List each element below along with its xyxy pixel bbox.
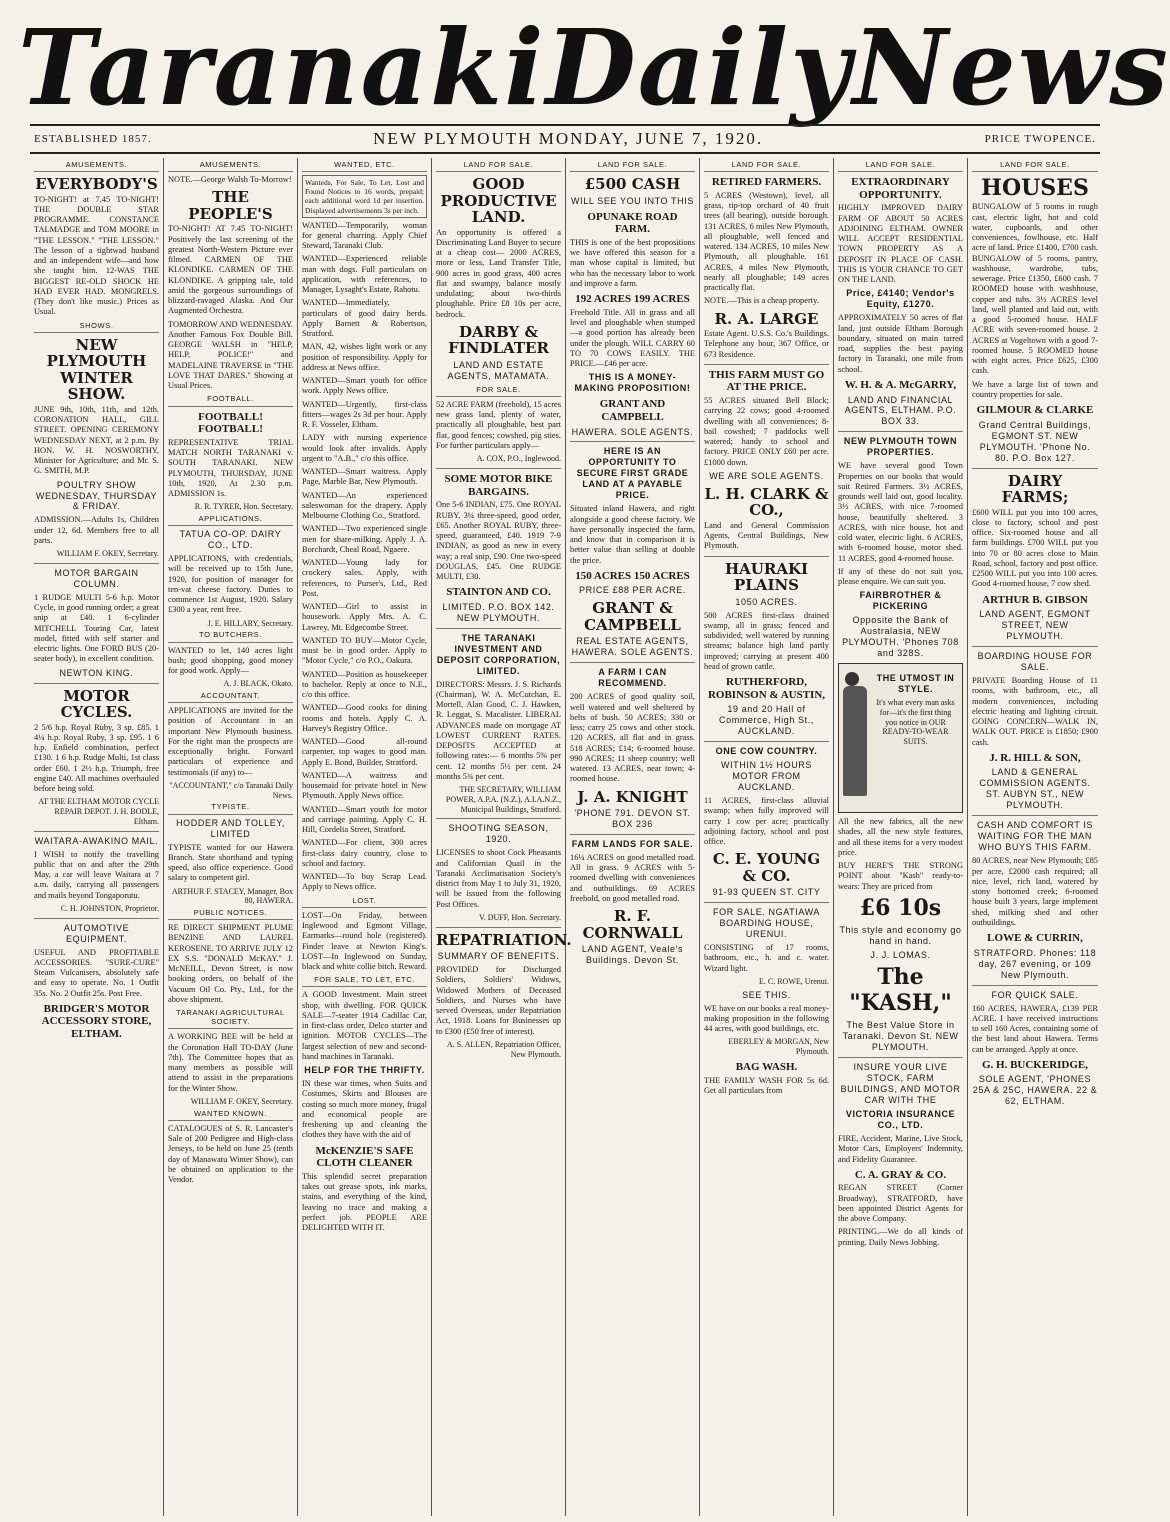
section-heading: ACCOUNTANT. — [168, 691, 293, 703]
classified-ad: WANTED—Girl to assist in housework. Apply Mrs. A. C. Lawrey, Mt. Edgecombe Street. — [302, 602, 427, 632]
section-heading: AMUSEMENTS. — [168, 160, 293, 172]
ad-title: TATUA CO-OP. DAIRY CO., LTD. — [179, 529, 282, 551]
ad-note: We have a large list of town and country properties for sale. — [972, 379, 1098, 399]
ad-subtitle: LAND AGENT, EGMONT STREET, NEW PLYMOUTH. — [979, 609, 1091, 642]
section-heading: LOST. — [302, 896, 427, 908]
ad-title: L. H. CLARK & CO., — [704, 484, 829, 520]
section-heading: LAND FOR SALE. — [838, 160, 963, 172]
ad-title: CASH AND COMFORT IS WAITING FOR THE MAN WHO BUYS THIS FARM. — [976, 820, 1094, 853]
column-7 — [834, 158, 968, 1516]
ad-body: 5 ACRES (Westown), level, all grass, tip-top orchard of 40 fruit trees (all bearing), outside borough. 131 ACRES, 6 miles New Plymouth, all ploughable, well fenced and watered. 134 ACRES, 10 miles New Plymouth, all ploughable. 161 ACRES, 4 miles New Plymouth, nearly all ploughable; 149 acres practically flat. — [704, 190, 829, 293]
ad-title: MOTOR CYCLES. — [60, 686, 133, 722]
ad-body: WE have on our books a real money-making proposition in the following 44 acres, with good buildings, etc. — [704, 1003, 829, 1034]
ad-title: THE UTMOST IN STYLE. — [876, 673, 955, 695]
column-1 — [30, 158, 164, 1516]
ad-title: NEW PLYMOUTH WINTER SHOW. — [46, 335, 147, 404]
ad-body: A WORKING BEE will be held at the Coronation Hall TO-DAY (June 7th). The Committee hopes that as many members as possible will attend to assist in the preparations for the Winter Show. — [168, 1032, 293, 1093]
column-2 — [164, 158, 298, 1516]
section-heading: LAND FOR SALE. — [436, 160, 561, 172]
ad-body: PRIVATE Boarding House of 11 rooms, with bathroom, etc., all modern conveniences, including electric heating and lighting circuit. GOING CONCERN—WALK IN, WALK OUT. PRICE is £1850; £900 cash. — [972, 676, 1098, 747]
ad-body: TOMORROW AND WEDNESDAY. Another Famous Fox Double Bill. GEORGE WALSH in "HELP, HELP, POLICE!" and MADELAINE TRAVERSE in "THE LOVE THAT DARES." Showing at Usual Prices. — [168, 319, 293, 391]
section-heading: AMUSEMENTS. — [34, 160, 159, 172]
ad-title: DAIRY FARMS; — [1001, 471, 1069, 507]
ad-subtitle: HAWERA. SOLE AGENTS. — [571, 426, 694, 437]
ad-body: I WISH to notify the travelling public that on and after the 29th May, a car will leave Waitara at 7 a.m. daily, carrying all passengers and mails beyond Tongaporutu. — [34, 849, 159, 900]
ad-signature: V. DUFF, Hon. Secretary. — [478, 912, 561, 922]
ad-title: R. F. CORNWALL — [582, 907, 683, 942]
ad-body: It's what every man asks for—it's the first thing you notice in OUR READY-TO-WEAR SUITS. — [876, 698, 955, 747]
section-heading: WANTED KNOWN. — [168, 1109, 293, 1121]
ad-body: BUNGALOW of 5 rooms in rough cast, electric light, hot and cold water, cupboards, and other conveniences, fowlhouse, etc. Half acre of land. Price £1400, £700 cash. BUNGALOW of 5 rooms, pantry, washhouse, wardrobe, tubs, sewerage. Price £1350, £600 cash. 7 ROOMED house with washhouse, copper and tubs. 3½ ACRES level land, well planted and laid out, with a good 5-roomed house. HALF ACRE with seven-roomed house. 2 ACRES at Vogeltown with a good 7-roomed house. 5 ROOMED house with eight acres. Price £625, £300 cash. — [972, 202, 1098, 376]
divider — [838, 1057, 963, 1058]
ad-body: WANTED to let, 140 acres light bush; good shopping, good money for good work. Apply— — [168, 645, 293, 676]
ad-signature: THE SECRETARY, WILLIAM POWER, A.P.A. (N.Z.), A.I.A.N.Z., Municipal Buildings, Stratford. — [445, 785, 561, 814]
ad-subtitle: LAND AGENT, Veale's Buildings. Devon St. — [581, 944, 684, 966]
ad-body: 55 ACRES situated Bell Block; carrying 22 cows; good 4-roomed dwelling with all conveniences; 8-bail cowshed; 7 paddocks well watered; handy to school and factory. PRICE ONLY £60 per acre. £1000 down. — [704, 396, 829, 467]
ad-title: INSURE YOUR LIVE STOCK, FARM BUILDINGS, AND MOTOR CAR WITH THE — [840, 1062, 961, 1106]
ad-signature: AT THE ELTHAM MOTOR CYCLE REPAIR DEPOT. J. H. BODLE, Eltham. — [38, 797, 159, 826]
section-heading: FOR SALE. — [436, 385, 561, 397]
ad-signature: C. H. JOHNSTON, Proprietor. — [60, 903, 159, 913]
ad-title: HAURAKI PLAINS — [724, 559, 809, 595]
section-heading: TO BUTCHERS. — [168, 630, 293, 642]
ad-subtitle: LAND & GENERAL COMMISSION AGENTS. ST. AUBYN ST., NEW PLYMOUTH. — [979, 767, 1091, 811]
ad-body: REPRESENTATIVE TRIAL MATCH NORTH TARANAKI v. SOUTH TARANAKI. NEW PLYMOUTH, THURSDAY, JUNE 10th, 1920, At 2.30 p.m. ADMISSION 1s. — [168, 437, 293, 499]
ad-signature: J. E. HILLARY, Secretary. — [207, 618, 293, 628]
ad-title: EXTRAORDINARY OPPORTUNITY. — [851, 176, 950, 201]
ad-subtitle: Land and General Commission Agents, Central Buildings, New Plymouth. — [704, 520, 829, 551]
section-heading: TARANAKI AGRICULTURAL SOCIETY. — [168, 1008, 293, 1029]
ad-title: C. E. YOUNG & CO. — [712, 850, 821, 885]
ad-body: 1 RUDGE MULTI 5-6 h.p. Motor Cycle, in good running order; a great snip at £40. 1 6-cylinder MITCHELL Touring Car, latest model, fitted with self starter and electric lights. One FORD BUS (20-seater body), in excellent condition. — [34, 592, 159, 664]
ad-body: FIRE, Accident, Marine, Live Stock, Motor Cars, Employers' Indemnity, and Fidelity Guarantee. — [838, 1134, 963, 1164]
section-heading: FOR SALE, TO LET, ETC. — [302, 975, 427, 987]
ad-body: IN these war times, when Suits and Costumes, Skirts and Blouses are costing so much more money, frugal and economical people are freshening up and cleaning the clothes they have with the aid of — [302, 1079, 427, 1140]
classified-ad: WANTED—Position as housekeeper to bachelor. Reply at once to N.E., c/o this office. — [302, 669, 427, 700]
masthead — [18, 6, 1170, 129]
ad-title: FOR QUICK SALE. — [991, 989, 1079, 1000]
classified-ad: WANTED—Good all-round carpenter, top wages to good man. Apply E. Bond, Builder, Stratford. — [302, 737, 427, 767]
ad-title: THE PEOPLE'S — [188, 188, 273, 223]
ad-body: LICENSES to shoot Cock Pheasants and Californian Quail in the Taranaki Acclimatisation Society's district from May 1 to July 31, 1920, will be issued from the following Post Offices. — [436, 848, 561, 909]
ad-body: CATALOGUES of S. R. Lancaster's Sale of 200 Pedigree and High-class Jerseys, to be held on June 25 (tenth day of Manawatu Winter Show), can be obtained on application to the Vendor. — [168, 1123, 293, 1185]
classified-ad: WANTED—A waitress and housemaid for private hotel in New Plymouth. Apply News office. — [302, 770, 427, 801]
ad-signature: E. C. ROWE, Urenui. — [759, 976, 829, 986]
ad-note: WE ARE SOLE AGENTS. — [709, 470, 824, 481]
ad-body: HIGHLY IMPROVED DAIRY FARM OF ABOUT 50 ACRES ADJOINING ELTHAM. OWNER WILL ACCEPT RESIDENTIAL TOWN PROPERTY AS A DEPOSIT IN PLACE OF CASH. THIS IS YOUR CHANCE TO GET ON THE LAND. — [838, 203, 963, 285]
ad-body: THIS is one of the best propositions we have offered this season for a man whose capital is limited, but who has the necessary labor to work and improve a farm. — [570, 237, 695, 288]
ad-subtitle: Grand Central Buildings, EGMONT ST. NEW PLYMOUTH. 'Phone No. 80. P.O. Box 127. — [978, 419, 1092, 463]
ad-title: FOR SALE. NGATIAWA BOARDING HOUSE, URENUI. — [713, 907, 820, 940]
section-heading: LAND FOR SALE. — [972, 160, 1098, 172]
ad-title: VICTORIA INSURANCE CO., LTD. — [845, 1109, 956, 1131]
ad-signature: BRIDGER'S MOTOR ACCESSORY STORE, ELTHAM. — [41, 1002, 152, 1041]
classified-ad: WANTED—Smart youth for office work. Apply News office. — [302, 376, 427, 396]
divider — [436, 628, 561, 629]
figure-head-shape — [845, 672, 859, 686]
ad-body: CONSISTING of 17 rooms, bathroom, etc., h. and c. water. Wizard light. — [704, 943, 829, 973]
divider — [972, 985, 1098, 986]
classified-ad: WANTED TO BUY—Motor Cycle, must be in good order. Apply to "Motor Cycle," c/o P.O., Oakura. — [302, 635, 427, 666]
ad-body: RE DIRECT SHIPMENT PLUME BENZINE AND LAUREL KEROSENE. TO ARRIVE JULY 12 EX S.S. "DONALD McKAY." J. McNEILL, Devon Street, is now booking orders, on behalf of the Vacuum Oil Co. Pty., Ltd., for the above shipment. — [168, 923, 293, 1004]
divider — [972, 468, 1098, 469]
ad-subtitle: 91-93 QUEEN ST. CITY — [712, 887, 821, 898]
ad-subtitle: LAND AND ESTATE AGENTS, MATAMATA. — [447, 359, 550, 381]
classified-ad: WANTED—Temporarily, woman for general charring. Apply Chief Steward, Taranaki Club. — [302, 220, 427, 251]
divider — [704, 364, 829, 365]
column-8 — [968, 158, 1102, 1516]
classified-ad: WANTED—Young lady for crockery sales. Apply, with references, to Purser's, Ltd., Red Post. — [302, 558, 427, 598]
column-6 — [700, 158, 834, 1516]
ad-title: SEE THIS. — [742, 989, 791, 1000]
ad-body: Freehold Title. All in grass and all level and ploughable when stumped—a good portion has already been under the plough. WILL CARRY 60 TO 70 COWS EASILY. THE PRICE.—£46 per acre. — [570, 307, 695, 369]
divider — [34, 831, 159, 832]
ad-signature: A. J. BLACK, Okato. — [223, 679, 293, 689]
section-heading: LAND FOR SALE. — [704, 160, 829, 172]
ad-body: BUY HERE'S THE STRONG POINT about "Kash" ready-to-wears: They are priced from — [838, 861, 963, 891]
rates-notice: Wanteds, For Sale, To Let, Lost and Found Notices to 16 words, prepaid; each additional word 1d per insertion. Displayed advertisements 3s per inch. — [302, 175, 427, 218]
wanted-ads-list — [302, 221, 427, 893]
ad-title: McKENZIE'S SAFE CLOTH CLEANER — [315, 1144, 414, 1170]
ad-body: Situated inland Hawera, and right alongside a good cheese factory. We have personally inspected the farm, and know that in comparison it is better value than selling at double the price. — [570, 504, 695, 565]
ad-title: HERE IS AN OPPORTUNITY TO SECURE FIRST GRADE LAND AT A PAYABLE PRICE. — [576, 446, 689, 501]
section-heading: FOOTBALL. — [168, 394, 293, 406]
price-label: £6 10s — [859, 894, 942, 921]
ad-subtitle: Estate Agent. U.S.S. Co.'s Buildings. Telephone any hour, 367 Office, or 673 Residence. — [704, 329, 829, 359]
ad-note: NOTE.—This is a cheap property. — [704, 296, 819, 306]
column-5 — [566, 158, 700, 1516]
ad-title: C. A. GRAY & CO. — [854, 1168, 947, 1181]
ad-body: TYPISTE wanted for our Hawera Branch. State shorthand and typing speed, also office experience. Good salary to competent girl. — [168, 842, 293, 883]
price-label: PRICE £88 PER ACRE. — [579, 585, 686, 596]
ad-title: NEW PLYMOUTH TOWN PROPERTIES. — [843, 436, 958, 458]
classified-ad: WANTED—Immediately, particulars of good dairy herds. Apply Barnett & Robertson, Stratford. — [302, 298, 427, 339]
ad-signature: R. R. TYRER, Hon. Secretary. — [194, 502, 293, 512]
classified-ad: WANTED—Smart youth for motor and carriage painting. Apply C. H. Hill, Cordelia Street, Stratford. — [302, 804, 427, 835]
ad-title: FOOTBALL! FOOTBALL! — [198, 410, 263, 436]
ad-title: W. H. & A. McGARRY, — [844, 378, 957, 391]
classified-ad: LADY with nursing experience would look after invalids. Apply urgent to "A.B.," c/o this office. — [302, 433, 427, 463]
ad-title: RETIRED FARMERS. — [711, 176, 822, 189]
ad-title: BOARDING HOUSE FOR SALE. — [977, 651, 1093, 673]
divider — [972, 646, 1098, 647]
masthead-word-2: Daily — [545, 6, 853, 129]
ad-title: WAITARA-AWAKINO MAIL. — [34, 835, 159, 846]
ad-title: R. A. LARGE — [714, 309, 819, 328]
ad-body: TO-NIGHT! at 7.45 TO-NIGHT! THE DOUBLE STAR PROGRAMME. CONSTANCE TALMADGE and TOM MOORE in "THE LESSON." "THE LESSON." The lesson of a tightwad husband and an independent wife—and how she taught him. 12-WAS THE BIGGEST RE-OLD SHOCK HE HAD EVER HAD. MONGRELS. (They don't like music.) Prices as Usual. — [34, 194, 159, 317]
ad-title: The "KASH," — [849, 963, 952, 1017]
ad-title: MOTOR BARGAIN COLUMN. — [54, 567, 139, 589]
ad-subtitle: POULTRY SHOW WEDNESDAY, THURSDAY & FRIDAY. — [35, 479, 158, 512]
classified-ad: WANTED—An experienced saleswoman for the drapery. Apply Melbourne Clothing Co., Stratford. — [302, 490, 427, 521]
ad-body: 16¼ ACRES on good metalled road. All in grass. 9 ACRES with 5-roomed dwelling with conveniences and outbuildings. 69 ACRES freehold, on good metalled road. — [570, 852, 695, 903]
divider — [704, 902, 829, 903]
ad-title: HODDER AND TOLLEY, LIMITED — [176, 817, 285, 839]
ad-subtitle: The Best Value Store in Taranaki. Devon St. NEW PLYMOUTH. — [842, 1020, 959, 1053]
ad-body: 500 ACRES first-class drained swamp, all in grass; fenced and subdivided; well watered by running streams; balance high land partly improved; carrying at present 400 head of grown cattle. — [704, 610, 829, 671]
ad-title: J. R. HILL & SON, — [989, 751, 1081, 764]
ad-signature: WILLIAM F. OKEY, Secretary. — [190, 1096, 293, 1106]
ad-title: THE TARANAKI INVESTMENT AND DEPOSIT CORPORATION, LIMITED. — [436, 632, 561, 676]
ad-signature: A. S. ALLEN, Repatriation Officer, New Plymouth. — [446, 1039, 561, 1059]
ad-body: DIRECTORS: Messrs. J. S. Richards (Chairman), W. A. McCutchan, E. Mortell, Alan Good, C. J. Hawken, R. Leggat, S. Macalister. LIBERAL ADVANCES made on mortgage AT LOWEST CURRENT RATES. DEPOSITS ACCEPTED at following rates:— 6 months 5% per cent. 12 months 5½ per cent. 24 months 5¾ per cent. — [436, 679, 561, 781]
acreage-label: 192 ACRES 199 ACRES — [575, 293, 690, 306]
style-ad-text — [873, 670, 958, 747]
ad-subtitle: SUMMARY OF BENEFITS. — [437, 951, 560, 962]
clothing-illustration — [838, 663, 963, 813]
ad-body: 11 ACRES, first-class alluvial swamp; when fully improved will carry 1 cow per acre; practically adjoining factory, school and post office. — [704, 796, 829, 847]
column-4 — [432, 158, 572, 1516]
ad-subtitle: WILL SEE YOU INTO THIS — [571, 195, 694, 206]
ad-signature: NEWTON KING. — [59, 667, 134, 678]
ad-title: HOUSES — [981, 175, 1089, 202]
ad-body: WE have several good Town Properties on our books that would suit Retired Farmers. 3½ ACRES, grounds well laid out, good locality. 3½ ACRES, with nice 7-roomed house, beautifully sheltered. 3 ACRES, with nice house, hot and cold water, electric light. 6 ACRES, with 6-roomed house, motor shed. 11 ACRES, good 4-roomed house. — [838, 461, 963, 563]
divider — [838, 431, 963, 432]
ad-body: APPLICATIONS, with credentials, will be received up to 15th June, 1920, for position of manager for ten-vat cheese factory. Duties to commence 1st August, 1920. Salary £300 a year, rent free. — [168, 554, 293, 615]
divider — [34, 563, 159, 564]
ad-body: £600 WILL put you into 100 acres, close to factory, school and post office. Six-roomed house and all farm buildings. £700 WILL put you into 70 or 80 acres close to Main Road, school, factory and post office. £2500 WILL put you into 100 acres. Good 4-roomed house, 7 cow shed. — [972, 507, 1098, 589]
issue-date: NEW PLYMOUTH MONDAY, JUNE 7, 1920. — [373, 129, 764, 148]
section-heading: LAND FOR SALE. — [570, 160, 695, 172]
divider — [570, 834, 695, 835]
classified-ad: MAN, 42, wishes light work or any position of responsibility. Apply for address at News office. — [302, 342, 427, 372]
ad-body: JUNE 9th, 10th, 11th, and 12th. CORONATION HALL, GILL STREET. OPENING CEREMONY WEDNESDAY NEXT, at 2 p.m. By HON. W. H. NOSWORTHY, Minister for Agriculture; and Mr. S. G. SMITH, M.P. — [34, 404, 159, 476]
ad-subtitle: WITHIN 1½ HOURS MOTOR FROM AUCKLAND. — [720, 760, 812, 793]
masthead-word-1: Taranaki — [18, 6, 546, 129]
section-heading: SHOWS. — [34, 321, 159, 333]
ad-subtitle: 'PHONE 791. DEVON ST. BOX 236 — [574, 808, 691, 830]
ad-title: BAG WASH. — [735, 1060, 798, 1073]
classified-ad: WANTED—Urgently, first-class fitters—wages 2s 3d per hour. Apply R. F. Vosseler, Eltham. — [302, 399, 427, 430]
ad-body: One 5-6 INDIAN, £75. One ROYAL RUBY, 3¼ three-speed, good order, £65. Another ROYAL RUBY, three-speed, guaranteed, £40. 1919 7-9 INDIAN, as good as new in every way; a real snip, £90. One two-speed DOUGLAS, £45. One RUDGE MULTI, £30. — [436, 500, 561, 581]
ad-title: EVERYBODY'S — [35, 175, 158, 194]
ad-title: GRANT AND CAMPBELL — [599, 398, 666, 423]
acreage-label: 150 ACRES 150 ACRES — [575, 569, 690, 582]
ad-body: 2 5/6 h.p. Royal Ruby, 3 sp. £85. 1 4¼ h.p. Royal Ruby, 3 sp. £95. 1 6 h.p. Enfield combination, perfect £130. 1 6 h.p. Rudge Multi, 1st class order £60. 1 2½ h.p. Triumph, free engine £40. All machines overhauled before being sold. — [34, 722, 159, 794]
classified-ad: WANTED—To buy Scrap Lead. Apply to News office. — [302, 872, 427, 892]
divider — [570, 662, 695, 663]
ad-note: If any of these do not suit you, please enquire. We can suit you. — [838, 566, 963, 587]
ad-body: TO-NIGHT! AT 7.45 TO-NIGHT! Positively the last screening of the greatest North-Western Picture ever filmed. CARMEN OF THE KLONDIKE. CARMEN OF THE KLONDIKE. A gripping tale, told amid the gorgeous surroundings of blizzard-ravaged Alaska. And Our Augmented Orchestra. — [168, 224, 293, 316]
ad-body: 200 ACRES of good quality soil, well watered and well sheltered by belts of bush. 50 ACRES; 330 or less; carry 25 cows and other stock. 120 ACRES, all flat and in grass. 518 ACRES; £14; 6-roomed house. 990 ACRES; 11 sheep country; well watered. 13 ACRES, near town; 4-roomed house. — [570, 692, 695, 784]
ad-body: APPLICATIONS are invited for the position of Accountant in an important New Plymouth business. For the right man the prospects are exceptionally bright. Forward particulars of experience and testimonials (if any) to— — [168, 706, 293, 777]
ad-subtitle: SOLE AGENT, 'PHONES 25A & 25C, HAWERA. 22 & 62, ELTHAM. — [972, 1074, 1098, 1107]
ad-title: THIS FARM MUST GO AT THE PRICE. — [708, 368, 825, 394]
ad-subtitle: LIMITED. P.O. BOX 142. NEW PLYMOUTH. — [442, 601, 555, 623]
classified-ad: WANTED—Smart waitress. Apply Page, Marble Bar, New Plymouth. — [302, 467, 427, 487]
classified-ad: WANTED—For client, 300 acres first-class dairy country, close to school and factory. — [302, 838, 427, 868]
price-label: PRICE TWOPENCE. — [984, 133, 1096, 145]
ad-body: PRINTING.—We do all kinds of printing. Daily News Jobbing. — [838, 1227, 963, 1247]
section-heading: WANTED, ETC. — [302, 160, 427, 172]
section-heading: PUBLIC NOTICES. — [168, 908, 293, 920]
ad-body: ADMISSION.—Adults 1s, Children under 12, 6d. Members free to all parts. — [34, 515, 159, 545]
ad-body: NOTE.—George Walsh To-Morrow! — [168, 175, 292, 185]
ad-title: ONE COW COUNTRY. — [715, 746, 818, 757]
ad-body: LOST—On Friday, between Inglewood and Egmont Village, Earmarks—round hole (registered). Finder leave at Newton King's. LOST—In Inglewood on Sunday, black and white collie bitch. Reward. — [302, 910, 427, 972]
ad-title: RUTHERFORD, ROBINSON & AUSTIN, — [707, 676, 826, 701]
ad-body: PROVIDED for Discharged Soldiers, Soldiers' Widows, Widowed Mothers of Deceased Soldiers, and Nurses who have served Overseas, under Repatriation Act, 1918. Loans for Businesses up to £300 (£50 free of interest). — [436, 965, 561, 1036]
section-heading: TYPISTE. — [168, 802, 293, 814]
ad-signature: J. J. LOMAS. — [870, 949, 931, 960]
ad-signature: ARTHUR F. STACEY, Manager, Box 80, HAWERA. — [171, 886, 293, 906]
ad-signature: WILLIAM F. OKEY, Secretary. — [56, 549, 159, 559]
classified-ad: WANTED—Good cooks for dining rooms and hotels. Apply C. A. Harvey's Registry Office. — [302, 703, 427, 733]
ad-title: GILMOUR & CLARKE — [976, 404, 1094, 417]
ad-body: 160 ACRES, HAWERA, £139 PER ACRE. I have received instructions to sell 160 Acres, containing some of the best land about Hawera. Terms can be arranged. Apply at once. — [972, 1003, 1098, 1054]
ad-title: SHOOTING SEASON, 1920. — [448, 823, 549, 845]
divider — [436, 927, 561, 928]
ad-body: 52 ACRE FARM (freehold), 15 acres new grass land, plenty of water, practically all ploughable, best part flat, good fences; cowshed, pig sties. For further particulars apply— — [436, 399, 561, 450]
ad-title: AUTOMOTIVE EQUIPMENT. — [63, 922, 130, 944]
ad-title: £500 CASH — [584, 175, 681, 194]
ad-title: ARTHUR B. GIBSON — [982, 593, 1088, 606]
divider — [570, 441, 695, 442]
ad-body: REGAN STREET (Corner Broadway), STRATFORD, have been appointed District Agents for the above Company. — [838, 1183, 963, 1224]
ad-title: G. H. BUCKERIDGE, — [981, 1058, 1089, 1071]
ad-signature: EBERLEY & MORGAN, New Plymouth. — [728, 1037, 829, 1057]
ad-subtitle: REAL ESTATE AGENTS, HAWERA. SOLE AGENTS. — [571, 636, 694, 658]
classified-ad: WANTED—Two experienced single men for share-milking. Apply J. A. Borchardt, Cheal Road, Ngaere. — [302, 524, 427, 554]
ad-signature: A. COX, P.O., Inglewood. — [476, 454, 561, 464]
ad-subtitle: STRATFORD. Phones: 118 day, 267 evening, or 109 New Plymouth. — [973, 947, 1097, 980]
newspaper-columns — [30, 158, 1102, 1516]
classified-ad: WANTED—Experienced reliable man with dogs. Full particulars on application, with references, to Manager, Lysaght's Estate, Rahotu. — [302, 254, 427, 295]
ad-subtitle: 1050 ACRES. — [735, 596, 798, 607]
ad-title: SOME MOTOR BIKE BARGAINS. — [444, 472, 553, 498]
ad-title: REPATRIATION. — [436, 930, 572, 949]
ad-body: This splendid secret preparation takes out grease spots, ink marks, stains, and everything of the kind, leaving no trace and making a perfect job. PEOPLE ARE DELIGHTED WITH IT. — [302, 1171, 427, 1233]
ad-title: HELP FOR THE THRIFTY. — [304, 1065, 425, 1076]
dateline — [30, 124, 1100, 154]
ad-body: 80 ACRES, near New Plymouth; £85 per acre, £2000 cash required; all nice, level, rich land, watered by stony bottomed creek; 6-roomed house built 3 years, large implement shed, milking shed and other outbuildings. — [972, 856, 1098, 927]
column-3 — [298, 158, 432, 1516]
ad-note: This style and economy go hand in hand. — [839, 924, 962, 946]
ad-body: APPROXIMATELY 50 acres of flat land, just outside Eltham Borough boundary, situated on main tarred road, supplies the best paying factory in Taranaki, one mile from school. — [838, 313, 963, 374]
figure-body-shape — [843, 686, 867, 796]
divider — [436, 468, 561, 469]
ad-title: FAIRBROTHER & PICKERING — [859, 590, 942, 612]
ad-title: A FARM I CAN RECOMMEND. — [598, 667, 667, 689]
ad-title: DARBY & FINDLATER — [448, 322, 549, 358]
ad-body: All the new fabrics, all the new shades, all the new style features, and all these items for a very modest price. — [838, 817, 963, 857]
established-label: ESTABLISHED 1857. — [34, 133, 152, 145]
divider — [436, 818, 561, 819]
ad-title: FARM LANDS FOR SALE. — [571, 838, 694, 849]
ad-signature: "ACCOUNTANT," c/o Taranaki Daily News. — [169, 780, 293, 800]
ad-title: OPUNAKE ROAD FARM. — [587, 210, 678, 236]
divider — [704, 556, 829, 557]
ad-subtitle: Opposite the Bank of Australasia, NEW PLYMOUTH. 'Phones 708 and 328S. — [842, 615, 959, 659]
ad-title: STAINTON AND CO. — [446, 586, 551, 599]
divider — [972, 815, 1098, 816]
ad-body: An opportunity is offered a Discriminating Land Buyer to secure at a cheap cost— 2000 ACRES, more or less, Land Transfer Title, 900 acres in good grass, 400 acres flat and swampy, balance mostly undulating; about two-thirds ploughable. Price £8 10s per acre, bedrock. — [436, 227, 561, 319]
ad-note: THIS IS A MONEY-MAKING PROPOSITION! — [574, 372, 691, 394]
divider — [34, 683, 159, 684]
price-label: Price, £4140; Vendor's Equity, £1270. — [846, 288, 955, 310]
divider — [34, 918, 159, 919]
ad-title: LOWE & CURRIN, — [987, 932, 1083, 944]
ad-title: GOOD PRODUCTIVE LAND. — [440, 175, 557, 227]
ad-title: J. A. KNIGHT — [577, 787, 688, 806]
ad-title: GRANT & CAMPBELL — [584, 599, 681, 634]
ad-body: A GOOD Investment. Main street shop, with dwelling. FOR QUICK SALE—7-seater 1914 Cadillac Car, in first-class order, Delco starter and ignition. MOTOR CYCLES—The largest selection of new and second-hand machines in Taranaki. — [302, 990, 427, 1061]
ad-body: USEFUL AND PROFITABLE ACCESSORIES. "SURE-CURE" Steam Vulcanisers, absolutely safe and easy to operate. No. 1 Outfit 35s. No. 2 Outfit 25s. Post Free. — [34, 947, 159, 998]
ad-subtitle: LAND AND FINANCIAL AGENTS, ELTHAM. P.O. BOX 33. — [844, 394, 957, 427]
divider — [704, 741, 829, 742]
masthead-word-3: News — [852, 6, 1170, 129]
ad-body: THE FAMILY WASH FOR 5s 6d. Get all particulars from — [704, 1075, 829, 1095]
section-heading: APPLICATIONS. — [168, 514, 293, 526]
ad-subtitle: 19 and 20 Hall of Commerce, High St., AUCKLAND. — [719, 704, 814, 737]
